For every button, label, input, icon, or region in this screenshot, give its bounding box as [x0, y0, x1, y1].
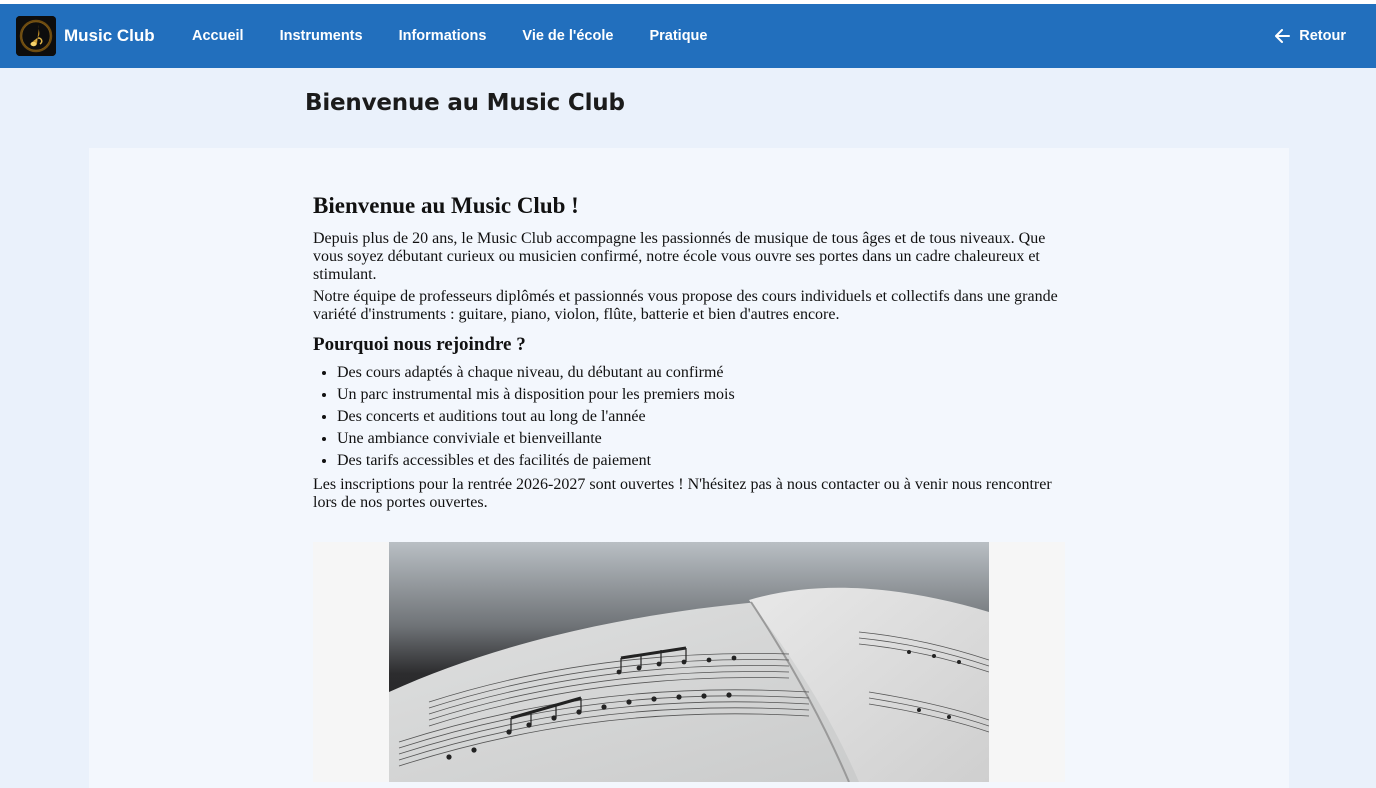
list-item: • Un parc instrumental mis à disposition pour les premiers mois	[337, 384, 1065, 406]
page-title: Bienvenue au Music Club	[305, 90, 625, 116]
list-item: • Des tarifs accessibles et des facilités de paiement	[337, 450, 1065, 472]
intro-paragraph-2: Notre équipe de professeurs diplômés et passionnés vous propose des cours individuels et collectifs dans une grande variété d'instruments : guitare, piano, violon, flûte, batterie et bien d'autres encore.	[313, 288, 1058, 323]
nav-link-informations[interactable]: Informations	[398, 28, 487, 44]
article-heading: Bienvenue au Music Club !	[313, 193, 579, 218]
nav-link-vie-ecole[interactable]: Vie de l'école	[522, 28, 614, 44]
navbar	[0, 4, 1376, 68]
article	[313, 192, 1065, 516]
back-label: Retour	[1299, 28, 1346, 44]
nav-link-instruments[interactable]: Instruments	[279, 28, 363, 44]
list-item: • Une ambiance conviviale et bienveillante	[337, 428, 1065, 450]
back-button[interactable]	[1275, 4, 1346, 68]
sheet-music-photo	[389, 542, 989, 782]
nav-link-accueil[interactable]: Accueil	[192, 28, 244, 44]
music-note-logo-icon[interactable]	[16, 16, 56, 56]
main-nav	[192, 4, 743, 68]
closing-paragraph: Les inscriptions pour la rentrée 2026-2027 sont ouvertes ! N'hésitez pas à nous contacter ou à venir nous rencontrer lors de nos portes ouvertes.	[313, 476, 1052, 511]
list-item: • Des concerts et auditions tout au long de l'année	[337, 406, 1065, 428]
reasons-heading: Pourquoi nous rejoindre ?	[313, 334, 526, 355]
brand-name[interactable]: Music Club	[64, 26, 155, 45]
arrow-left-icon	[1275, 29, 1290, 43]
nav-link-pratique[interactable]: Pratique	[649, 28, 708, 44]
list-item: • Des cours adaptés à chaque niveau, du débutant au confirmé	[337, 362, 1065, 384]
intro-paragraph-1: Depuis plus de 20 ans, le Music Club accompagne les passionnés de musique de tous âges et de tous niveaux. Que vous soyez débutant curieux ou musicien confirmé, notre école vous ouvre ses portes dans un cadre chaleureux et stimulant.	[313, 230, 1046, 283]
reasons-list	[313, 362, 1065, 472]
